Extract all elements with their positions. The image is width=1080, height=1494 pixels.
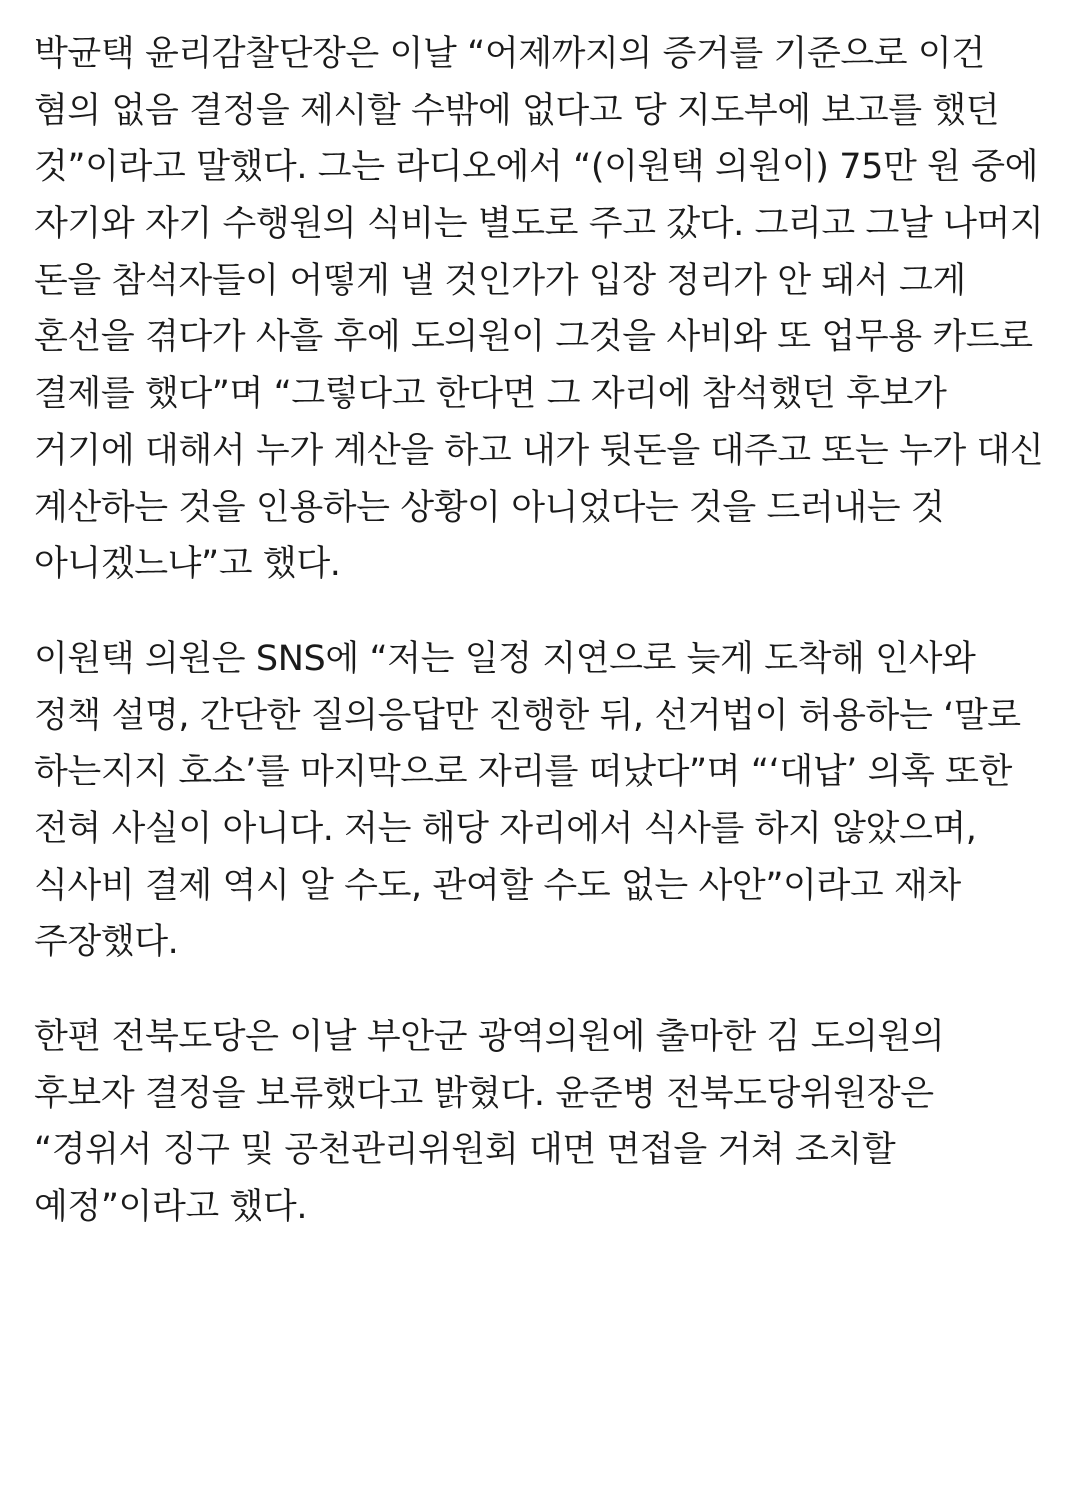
article-paragraph: 이원택 의원은 SNS에 “저는 일정 지연으로 늦게 도착해 인사와 정책 설명, 간단한 질의응답만 진행한 뒤, 선거법이 허용하는 ‘말로 하는지지 호소’를 마지막으로 자리를 떠났다”며 “‘대납’ 의혹 또한 전혀 사실이 아니다. 저는 해당 자리에서 식사를 하지 않았으며, 식사비 결제 역시 알 수도, 관여할 수도 없는 사안”이라고 재차 주장했다. — [34, 638, 1021, 963]
article-paragraph: 박균택 윤리감찰단장은 이날 “어제까지의 증거를 기준으로 이건 혐의 없음 결정을 제시할 수밖에 없다고 당 지도부에 보고를 했던 것”이라고 말했다. 그는 라디오에서 “(이원택 의원이) 75만 원 중에 자기와 자기 수행원의 식비는 별도로 주고 갔다. 그리고 그날 나머지 돈을 참석자들이 어떻게 낼 것인가가 입장 정리가 안 돼서 그게 혼선을 겪다가 사흘 후에 도의원이 그것을 사비와 또 업무용 카드로 결제를 했다”며 “그렇다고 한다면 그 자리에 참석했던 후보가 거기에 대해서 누가 계산을 하고 내가 뒷돈을 대주고 또는 누가 대신 계산하는 것을 인용하는 상황이 아니었다는 것을 드러내는 것 아니겠느냐”고 했다. — [34, 34, 1044, 585]
article-paragraph: 한편 전북도당은 이날 부안군 광역의원에 출마한 김 도의원의 후보자 결정을 보류했다고 밝혔다. 윤준병 전북도당위원장은 “경위서 징구 및 공천관리위원회 대면 면접을 거쳐 조치할 예정”이라고 했다. — [34, 1017, 945, 1228]
